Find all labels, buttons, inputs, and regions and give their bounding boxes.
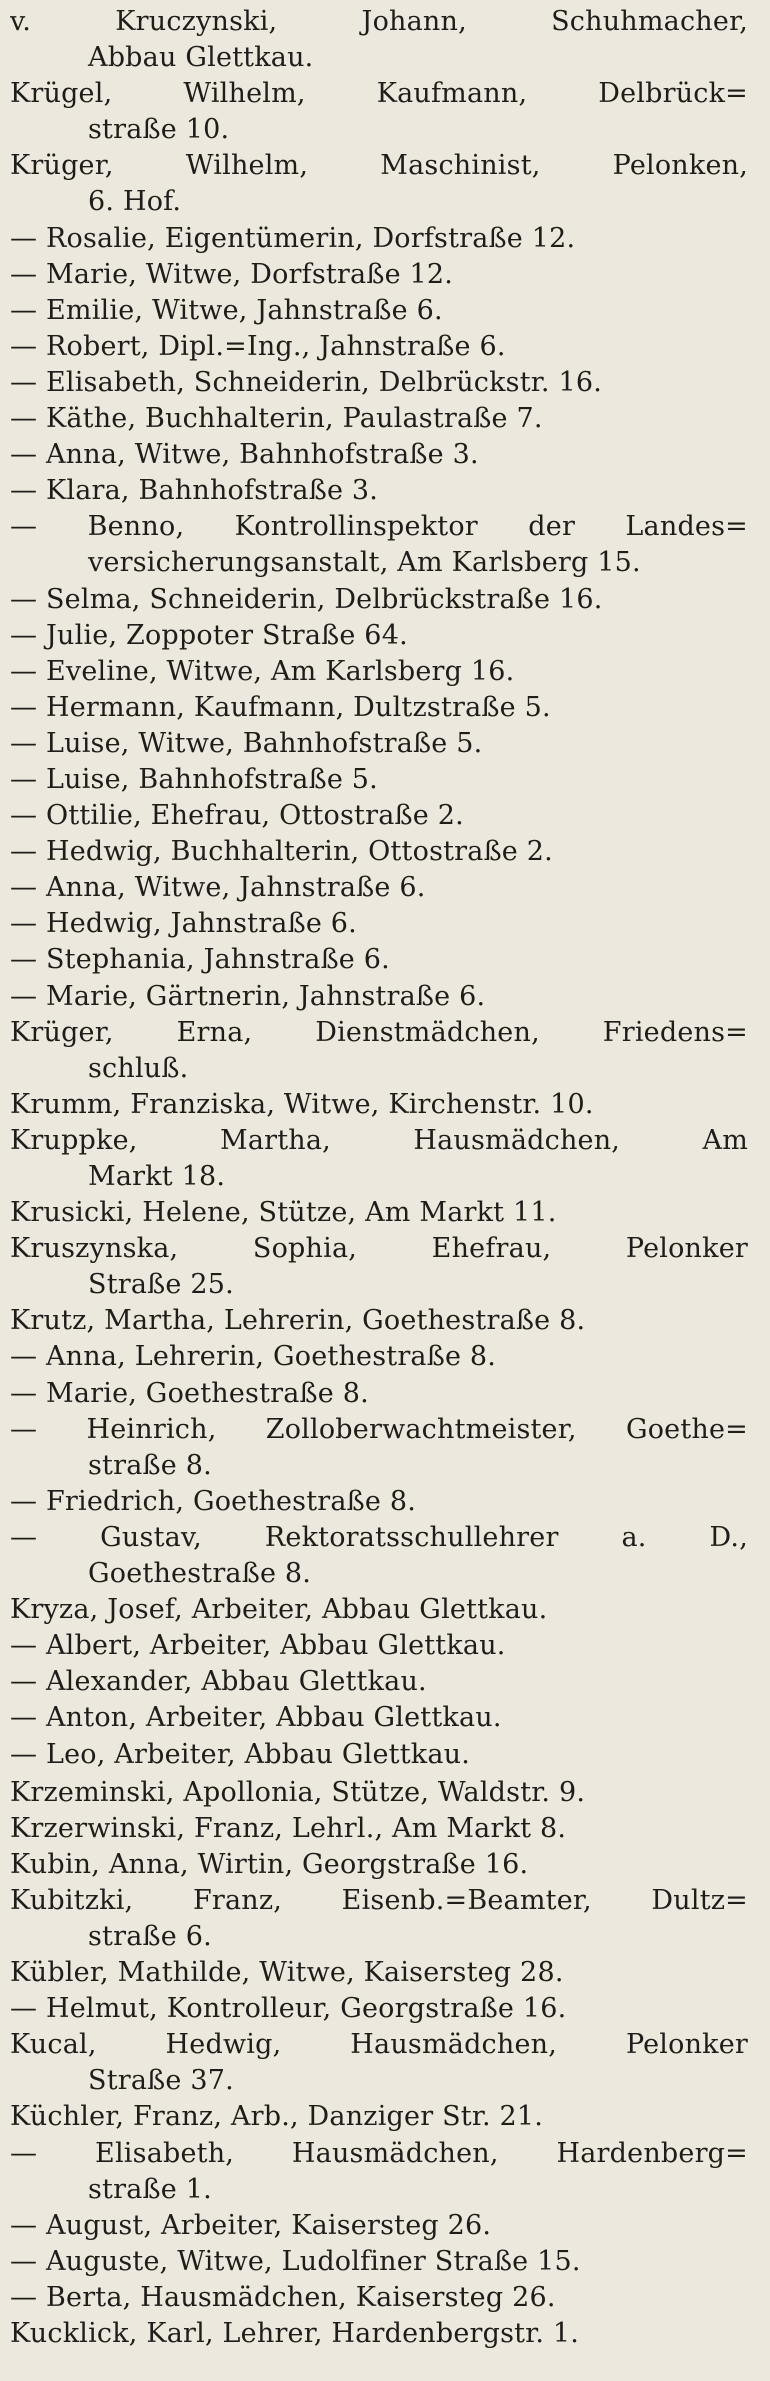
entry-line-sub: — Julie, Zoppoter Straße 64. [10,619,408,651]
entry-line-sub: — Anna, Witwe, Bahnhofstraße 3. [10,439,479,471]
entry-line-sub: — Marie, Goethestraße 8. [10,1377,369,1409]
entry-line: Kucal, Hedwig, Hausmädchen, Pelonker [10,2029,748,2061]
entry-line: Kubitzki, Franz, Eisenb.=Beamter, Dultz= [10,1884,748,1916]
entry-line-sub: — Berta, Hausmädchen, Kaisersteg 26. [10,2281,556,2313]
entry-continuation-line: straße 6. [88,1920,212,1952]
entry-line-sub: — Klara, Bahnhofstraße 3. [10,475,379,507]
entry-line-sub: — Leo, Arbeiter, Abbau Glettkau. [10,1738,470,1770]
entry-continuation-line: Straße 25. [88,1269,234,1301]
entry-line-sub: — Stephania, Jahnstraße 6. [10,944,390,976]
entry-line: Krüger, Erna, Dienstmädchen, Friedens= [10,1016,748,1048]
entry-line-sub: — Hedwig, Buchhalterin, Ottostraße 2. [10,836,553,868]
entry-continuation-line: 6. Hof. [88,186,182,218]
entry-continuation-line: Markt 18. [88,1161,226,1192]
entry-line-sub: — Eveline, Witwe, Am Karlsberg 16. [10,655,515,687]
entry-line: Küchler, Franz, Arb., Danziger Str. 21. [10,2101,544,2133]
entry-line-sub: — Luise, Bahnhofstraße 5. [10,763,378,795]
entry-line: v. Kruczynski, Johann, Schuhmacher, [10,6,748,37]
entry-line-sub: — Heinrich, Zolloberwachtmeister, Goethe= [10,1413,748,1445]
entry-line-sub: — Marie, Witwe, Dorfstraße 12. [10,258,454,290]
entry-line: Kryza, Josef, Arbeiter, Abbau Glettkau. [10,1594,548,1626]
entry-line-sub: — Emilie, Witwe, Jahnstraße 6. [10,294,443,326]
entry-line-sub: — Alexander, Abbau Glettkau. [10,1666,427,1698]
entry-line-sub: — Gustav, Rektoratsschullehrer a. D., [10,1521,748,1553]
entry-line-sub: — Friedrich, Goethestraße 8. [10,1485,417,1517]
entry-line: Kruppke, Martha, Hausmädchen, Am [10,1124,748,1156]
entry-line: Krutz, Martha, Lehrerin, Goethestraße 8. [10,1305,586,1337]
entry-continuation-line: straße 8. [88,1449,212,1481]
entry-line-sub: — Luise, Witwe, Bahnhofstraße 5. [10,727,483,759]
entry-continuation-line: Straße 37. [88,2065,234,2097]
entry-line: Krumm, Franziska, Witwe, Kirchenstr. 10. [10,1088,594,1120]
entry-line-sub: — August, Arbeiter, Kaisersteg 26. [10,2209,492,2241]
entry-line: Kruszynska, Sophia, Ehefrau, Pelonker [10,1233,748,1265]
entry-line-sub: — Selma, Schneiderin, Delbrückstraße 16. [10,583,603,615]
entry-line-sub: — Anton, Arbeiter, Abbau Glettkau. [10,1702,502,1734]
entry-continuation-line: versicherungsanstalt, Am Karlsberg 15. [88,547,641,579]
entry-line-sub: — Käthe, Buchhalterin, Paulastraße 7. [10,403,543,435]
entry-line-sub: — Anna, Witwe, Jahnstraße 6. [10,872,426,904]
entry-line: Krusicki, Helene, Stütze, Am Markt 11. [10,1197,557,1229]
entry-line-sub: — Helmut, Kontrolleur, Georgstraße 16. [10,1993,567,2025]
entry-line-sub: — Elisabeth, Hausmädchen, Hardenberg= [10,2137,748,2169]
entry-line-sub: — Ottilie, Ehefrau, Ottostraße 2. [10,800,464,832]
entry-line: Kubin, Anna, Wirtin, Georgstraße 16. [10,1848,529,1880]
entry-line: Kucklick, Karl, Lehrer, Hardenbergstr. 1. [10,2318,580,2349]
entry-line: Kübler, Mathilde, Witwe, Kaisersteg 28. [10,1957,564,1989]
entry-continuation-line: schluß. [88,1052,189,1084]
entry-line-sub: — Elisabeth, Schneiderin, Delbrückstr. 16. [10,366,603,398]
entry-line-sub: — Rosalie, Eigentümerin, Dorfstraße 12. [10,222,576,254]
entry-line-sub: — Albert, Arbeiter, Abbau Glettkau. [10,1630,506,1662]
entry-line: Krzerwinski, Franz, Lehrl., Am Markt 8. [10,1812,567,1844]
directory-entries [10,4,748,2352]
entry-line: Krzeminski, Apollonia, Stütze, Waldstr. 9. [10,1776,586,1808]
entry-line-sub: — Hermann, Kaufmann, Dultzstraße 5. [10,691,551,723]
entry-continuation-line: straße 10. [88,114,230,146]
entry-continuation-line: Abbau Glettkau. [88,42,314,74]
entry-line-sub: — Hedwig, Jahnstraße 6. [10,908,357,940]
entry-line-sub: — Benno, Kontrollinspektor der Landes= [10,511,748,543]
entry-line-sub: — Marie, Gärtnerin, Jahnstraße 6. [10,980,486,1012]
entry-continuation-line: Goethestraße 8. [88,1558,312,1590]
entry-continuation-line: straße 1. [88,2173,212,2205]
entry-line-sub: — Robert, Dipl.=Ing., Jahnstraße 6. [10,330,506,362]
entry-line: Krügel, Wilhelm, Kaufmann, Delbrück= [10,78,748,110]
entry-line: Krüger, Wilhelm, Maschinist, Pelonken, [10,150,748,182]
entry-line-sub: — Auguste, Witwe, Ludolfiner Straße 15. [10,2245,581,2277]
entry-line-sub: — Anna, Lehrerin, Goethestraße 8. [10,1341,497,1373]
